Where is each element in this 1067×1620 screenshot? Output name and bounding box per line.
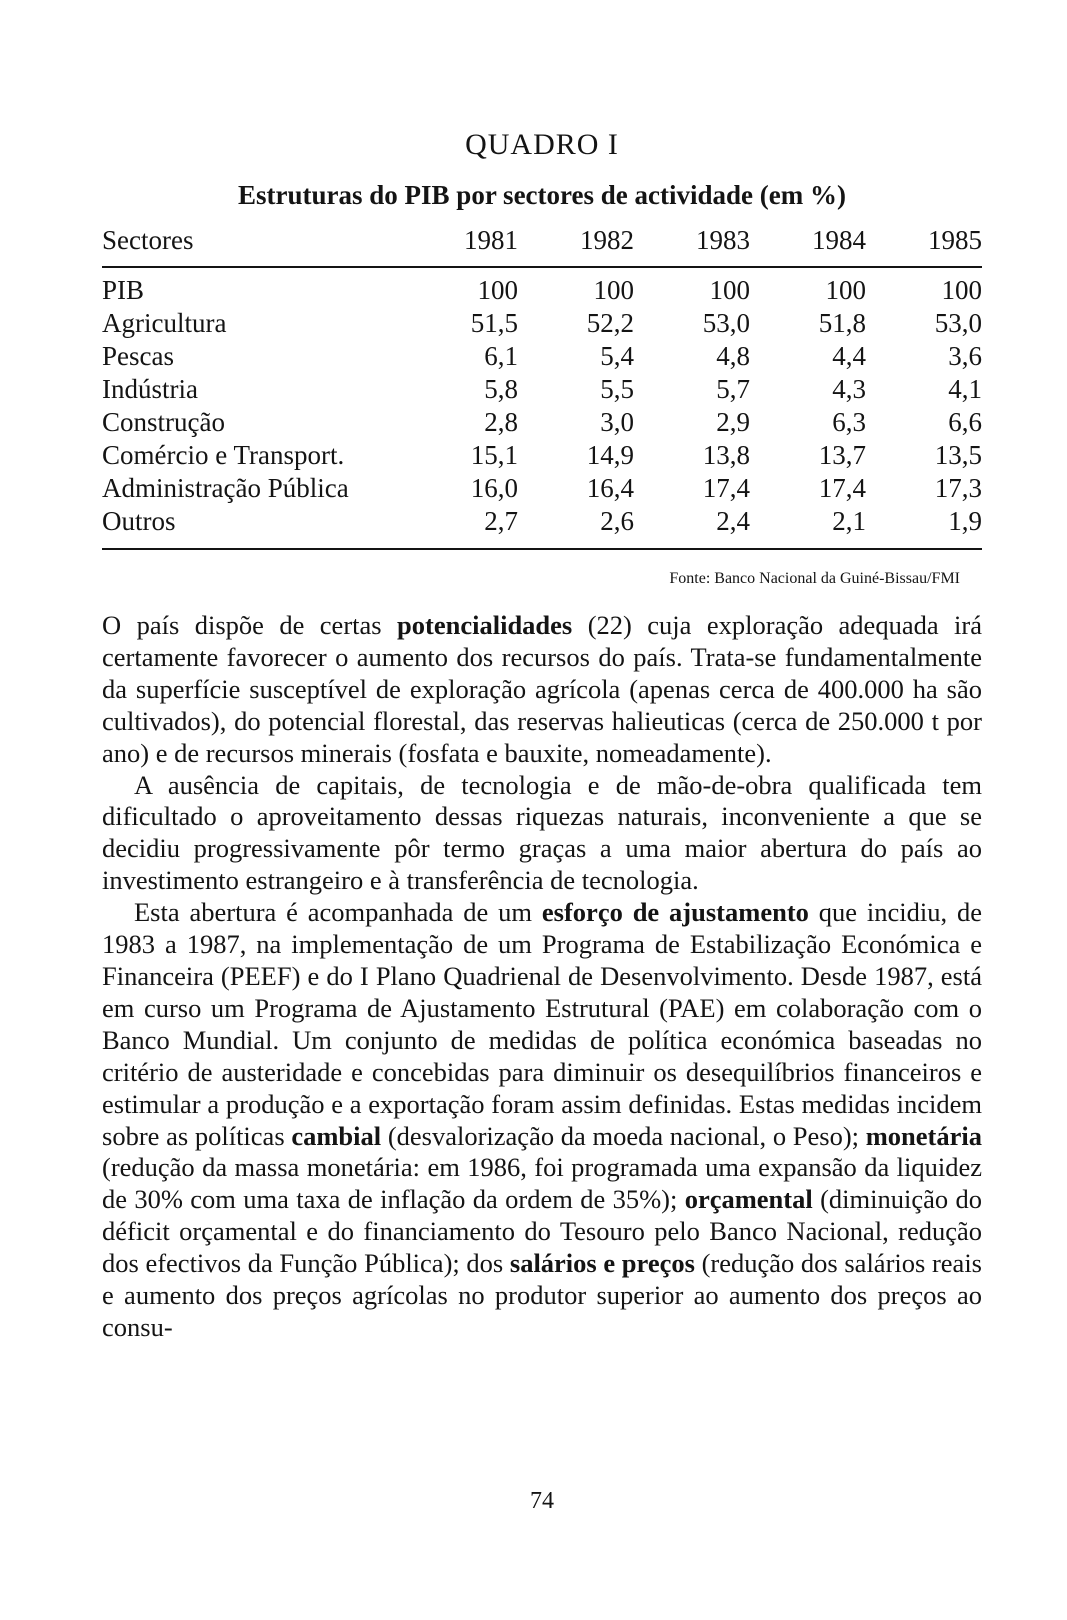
value-cell: 2,4 [634,505,750,549]
table-row-agricultura [102,307,982,340]
value-cell: 4,3 [832,374,866,404]
book-page [102,0,982,1620]
value-cell: 2,9 [716,407,750,437]
value-cell: 16,4 [586,473,634,503]
sector-cell: Indústria [102,374,198,404]
sector-cell: Outros [102,505,402,549]
column-header-1985: 1985 [866,222,982,267]
column-header-1984: 1984 [750,222,866,267]
value-cell: 1,9 [866,505,982,549]
table-title: QUADRO I [465,128,619,161]
value-cell: 4,4 [832,341,866,371]
value-cell: 14,9 [586,440,634,470]
value-cell: 2,6 [518,505,634,549]
value-cell: 4,8 [716,341,750,371]
body-text [102,610,982,1344]
value-cell: 5,4 [600,341,634,371]
value-cell: 51,5 [470,308,518,338]
table-subtitle: Estruturas do PIB por sectores de actividade (em %) [238,180,846,210]
value-cell: 15,1 [470,440,518,470]
column-header-1983: 1983 [634,222,750,267]
value-cell: 100 [825,275,866,305]
sector-cell: Construção [102,407,225,437]
value-cell: 100 [709,275,750,305]
paragraph-ausencia-capitais: A ausência de capitais, de tecnologia e de mão-de-obra qualificada tem dificultado o aproveitamento dessas riquezas naturais, inconveniente a que se decidiu progressivamente pôr termo graças a uma maior abertura do país ao investimento estrangeiro e à transferência de tecnologia. [102,769,982,896]
sector-cell: Pescas [102,341,174,371]
value-cell: 16,0 [470,473,518,503]
table-source-note: Fonte: Banco Nacional da Guiné-Bissau/FMI [669,570,960,587]
paragraph-esforco-ajustamento: Esta abertura é acompanhada de um esforço de ajustamento que incidiu, de 1983 a 1987, na implementação de um Programa de Estabilização Económica e Financeira (PEEF) e do I Plano Quadrienal de Desenvolvimento. Desde 1987, está em curso um Programa de Ajustamento Estrutural (PAE) em colaboração com o Banco Mundial. Um conjunto de medidas de política económica baseadas no critério de austeridade e concebidas para diminuir os desequilíbrios financeiros e estimular a produção e a exportação foram assim definidas. Estas medidas incidem sobre as políticas cambial (desvalorização da moeda nacional, o Peso); monetária (redução da massa monetária: em 1986, foi programada uma expansão da liquidez de 30% com uma taxa de inflação da ordem de 35%); orçamental (diminuição do déficit orçamental e do financiamento do Tesouro pelo Banco Nacional, redução dos efectivos da Função Pública); dos salários e preços (redução dos salários reais e aumento dos preços agrícolas no produtor superior ao aumento dos preços ao consu- [102,897,983,1342]
value-cell: 2,7 [402,505,518,549]
column-header-1981: 1981 [402,222,518,267]
sector-cell: Agricultura [102,308,227,338]
value-cell: 13,8 [702,440,750,470]
value-cell: 13,7 [818,440,866,470]
value-cell: 5,8 [484,374,518,404]
column-header-1982: 1982 [518,222,634,267]
value-cell: 6,1 [484,341,518,371]
paragraph-potencialidades: O país dispõe de certas potencialidades (22) cuja exploração adequada irá certamente favorecer o aumento dos recursos do país. Trata-se fundamentalmente da superfície susceptível de exploração agrícola (apenas cerca de 400.000 ha são cultivados), do potencial florestal, das reservas halieuticas (cerca de 250.000 t por ano) e de recursos minerais (fosfata e bauxite, nomeadamente). [102,610,982,768]
value-cell: 51,8 [818,308,866,338]
value-cell: 100 [477,275,518,305]
value-cell: 17,3 [934,473,982,503]
table-row-administracao [102,472,982,505]
page-number: 74 [530,1488,554,1514]
value-cell: 4,1 [948,374,982,404]
value-cell: 6,6 [948,407,982,437]
value-cell: 5,5 [600,374,634,404]
table-header-row [102,222,982,267]
value-cell: 17,4 [702,473,750,503]
table-row-comercio [102,439,982,472]
gdp-structure-table [102,222,982,550]
value-cell: 53,0 [702,308,750,338]
table-row-pescas [102,340,982,373]
value-cell: 52,2 [586,308,634,338]
value-cell: 3,6 [948,341,982,371]
value-cell: 100 [593,275,634,305]
sector-cell: Administração Pública [102,473,349,503]
value-cell: 100 [941,275,982,305]
value-cell: 6,3 [832,407,866,437]
table-row-industria [102,373,982,406]
sector-cell: Comércio e Transport. [102,440,345,470]
value-cell: 3,0 [600,407,634,437]
value-cell: 2,8 [484,407,518,437]
value-cell: 5,7 [716,374,750,404]
value-cell: 2,1 [750,505,866,549]
table-row-pib [102,267,982,307]
column-header-sectores: Sectores [102,222,402,267]
value-cell: 53,0 [934,308,982,338]
table-row-construcao [102,406,982,439]
table-row-outros [102,505,982,549]
value-cell: 13,5 [934,440,982,470]
value-cell: 17,4 [818,473,866,503]
sector-cell: PIB [102,275,145,305]
